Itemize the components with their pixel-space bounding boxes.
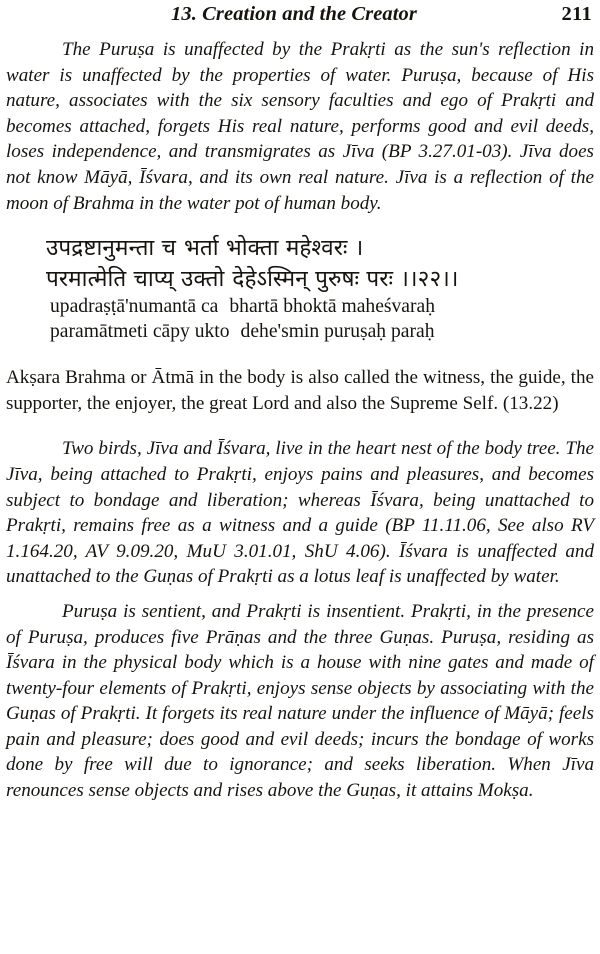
spacer-after-translation [6, 416, 594, 436]
spacer-after-verse [6, 344, 594, 365]
transliteration-line-1 [46, 295, 594, 320]
devanagari-line-1-pada-a: उपद्रष्टानुमन्ता च [46, 235, 176, 262]
transliteration-line-1-pada-a: upadraṣṭā'numantā ca [50, 296, 219, 318]
transliteration-line-2 [46, 320, 594, 345]
running-head [6, 0, 594, 37]
intro-paragraph: The Puruṣa is unaffected by the Prakṛti as the sun's reflection in water is unaffected by the properties of water. Puruṣa, because of His nature, associates with the six sensory faculties and ego of Prakṛti and becomes attached, forgets His real nature, performs good and evil deeds, loses independence, and transmigrates as Jīva (BP 3.27.01-03). Jīva does not know Māyā, Īśvara, and its own real nature. Jīva is a reflection of the moon of Brahma in the water pot of human body. [6, 39, 594, 214]
transliteration-line-1-pada-b: bhartā bhoktā maheśvaraḥ [229, 296, 436, 318]
spacer-before-verse [6, 216, 594, 233]
devanagari-line-1 [46, 233, 594, 264]
devanagari-line-1-pada-b: भर्ता भोक्ता महेश्वरः । [184, 235, 364, 262]
transliteration-line-2-pada-b: dehe'smin puruṣaḥ paraḥ [240, 320, 435, 342]
chapter-title: 13. Creation and the Creator [171, 3, 417, 25]
devanagari-line-2-pada-b: देहेऽस्मिन् पुरुषः परः ।।२२।। [232, 266, 459, 293]
spacer-between-commentaries [6, 590, 594, 599]
sanskrit-verse-block [6, 233, 594, 344]
verse-translation: Akṣara Brahma or Ātmā in the body is also called the witness, the guide, the supporter, the enjoyer, the great Lord and also the Supreme Self. (13.22) [6, 367, 594, 414]
commentary-paragraph-2: Puruṣa is sentient, and Prakṛti is insentient. Prakṛti, in the presence of Puruṣa, produces five Prāṇas and the three Guṇas. Puruṣa, residing as Īśvara in the physical body which is a house with nine gates and made of twenty-four elements of Prakṛti, enjoys sense objects by associating with the Guṇas of Prakṛti. It forgets its real nature under the influence of Māyā; feels pain and pleasure; does good and evil deeds; incurs the bondage of works done by free will due to ignorance; and seeks liberation. When Jīva renounces sense objects and rises above the Guṇas, it attains Mokṣa. [6, 600, 594, 802]
transliteration-line-2-pada-a: paramātmeti cāpy ukto [50, 320, 230, 342]
devanagari-line-2-pada-a: परमात्मेति चाप्य् उक्तो [46, 266, 225, 293]
commentary-paragraph-1: Two birds, Jīva and Īśvara, live in the heart nest of the body tree. The Jīva, being attached to Prakṛti, enjoys pains and pleasures, and becomes subject to bondage and liberation; whereas Īśvara, being unattached to Prakṛti, remains free as a witness and a guide (BP 11.11.06, See also RV 1.164.20, AV 9.09.20, MuU 3.01.01, ShU 4.06). Īśvara is unaffected and unattached to the Guṇas of Prakṛti as a lotus leaf is unaffected by water. [6, 438, 594, 588]
page-number: 211 [561, 3, 592, 25]
devanagari-line-2 [46, 264, 594, 295]
